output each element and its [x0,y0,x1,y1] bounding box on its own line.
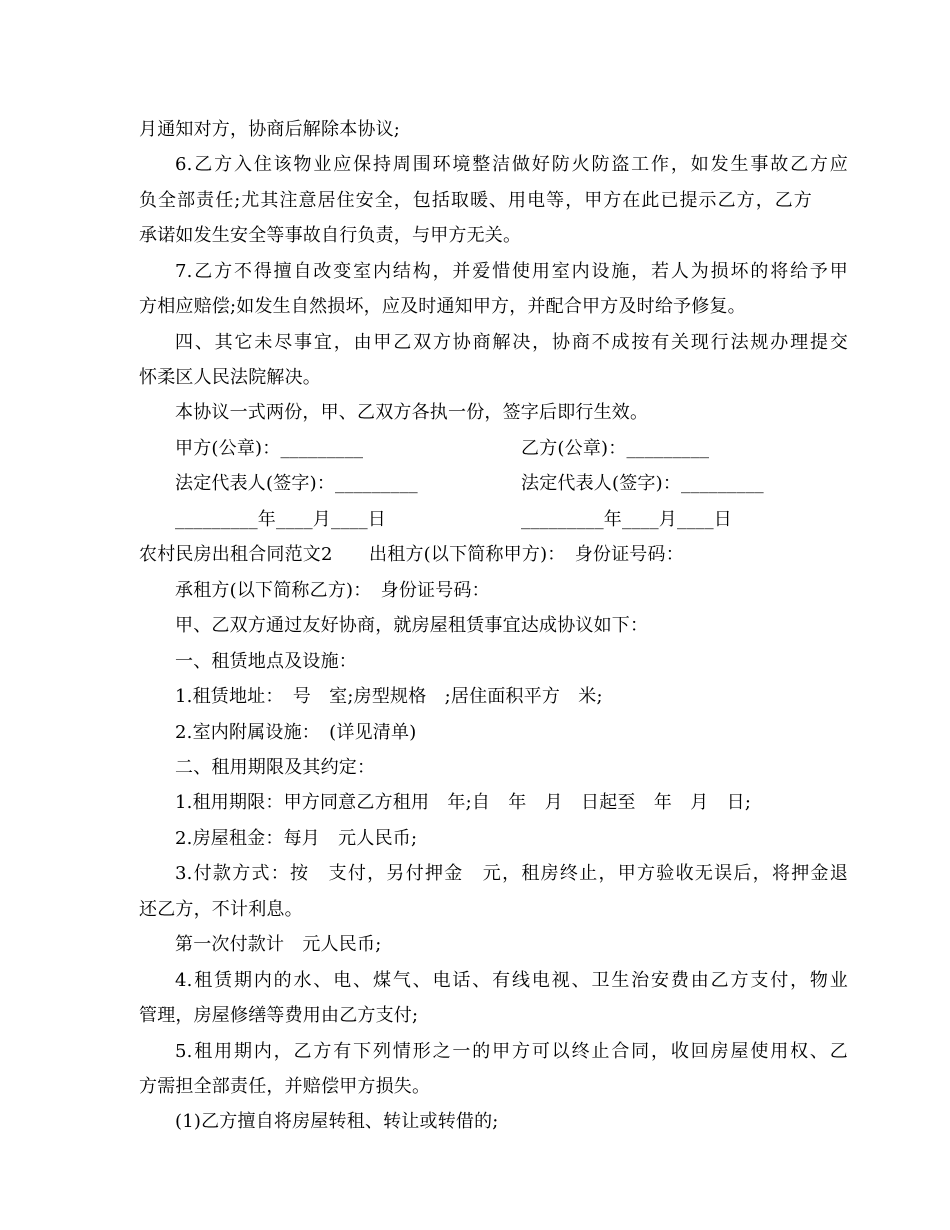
section-title-line: 农村民房出租合同范文2 出租方(以下简称甲方)： 身份证号码： [139,544,684,565]
paragraph-line: 4.租赁期内的水、电、煤气、电话、有线电视、卫生治安费由乙方支付，物业 [175,970,848,991]
paragraph-line: 本协议一式两份，甲、乙双方各执一份，签字后即行生效。 [175,402,649,423]
paragraph-line: 3.付款方式：按 支付，另付押金 元，租房终止，甲方验收无误后，将押金退 [175,863,848,884]
paragraph-line: 6.乙方入住该物业应保持周围环境整洁做好防火防盗工作，如发生事故乙方应 [175,154,848,175]
paragraph-line: 承诺如发生安全等事故自行负责，与甲方无关。 [139,225,522,246]
party-a-date: _________年____月____日 [175,509,386,530]
party-a-representative: 法定代表人(签字)：_________ [175,473,418,494]
party-b-representative: 法定代表人(签字)：_________ [521,473,764,494]
paragraph-line: 2.房屋租金：每月 元人民币; [175,828,418,849]
paragraph-line: 7.乙方不得擅自改变室内结构，并爱惜使用室内设施，若人为损坏的将给予甲 [175,261,848,282]
party-a-seal: 甲方(公章)：_________ [175,438,364,459]
party-b-seal: 乙方(公章)：_________ [521,438,710,459]
paragraph-line: 一、租赁地点及设施： [175,651,357,672]
paragraph-line: 怀柔区人民法院解决。 [139,367,321,388]
paragraph-line: 方相应赔偿;如发生自然损坏，应及时通知甲方，并配合甲方及时给予修复。 [139,296,746,317]
paragraph-line: 第一次付款计 元人民币; [175,934,382,955]
paragraph-line: (1)乙方擅自将房屋转租、转让或转借的; [175,1111,499,1132]
paragraph-line: 负全部责任;尤其注意居住安全，包括取暖、用电等，甲方在此已提示乙方，乙方 [139,190,812,211]
paragraph-line: 1.租用期限：甲方同意乙方租用 年;自 年 月 日起至 年 月 日; [175,792,752,813]
paragraph-line: 1.租赁地址： 号 室;房型规格 ;居住面积平方 米; [175,686,603,707]
paragraph-line: 二、租用期限及其约定： [175,757,376,778]
paragraph-line: 管理，房屋修缮等费用由乙方支付; [139,1005,419,1026]
paragraph-line: 方需担全部责任，并赔偿甲方损失。 [139,1076,431,1097]
paragraph-line: 还乙方，不计利息。 [139,899,303,920]
paragraph-line: 月通知对方，协商后解除本协议; [139,119,401,140]
paragraph-line: 四、其它未尽事宜，由甲乙双方协商解决，协商不成按有关现行法规办理提交 [175,332,848,353]
paragraph-line: 甲、乙双方通过友好协商，就房屋租赁事宜达成协议如下： [175,615,649,636]
paragraph-line: 承租方(以下简称乙方)： 身份证号码： [175,580,490,601]
paragraph-line: 5.租用期内，乙方有下列情形之一的甲方可以终止合同，收回房屋使用权、乙 [175,1041,848,1062]
party-b-date: _________年____月____日 [521,509,732,530]
paragraph-line: 2.室内附属设施： (详见清单) [175,722,417,743]
